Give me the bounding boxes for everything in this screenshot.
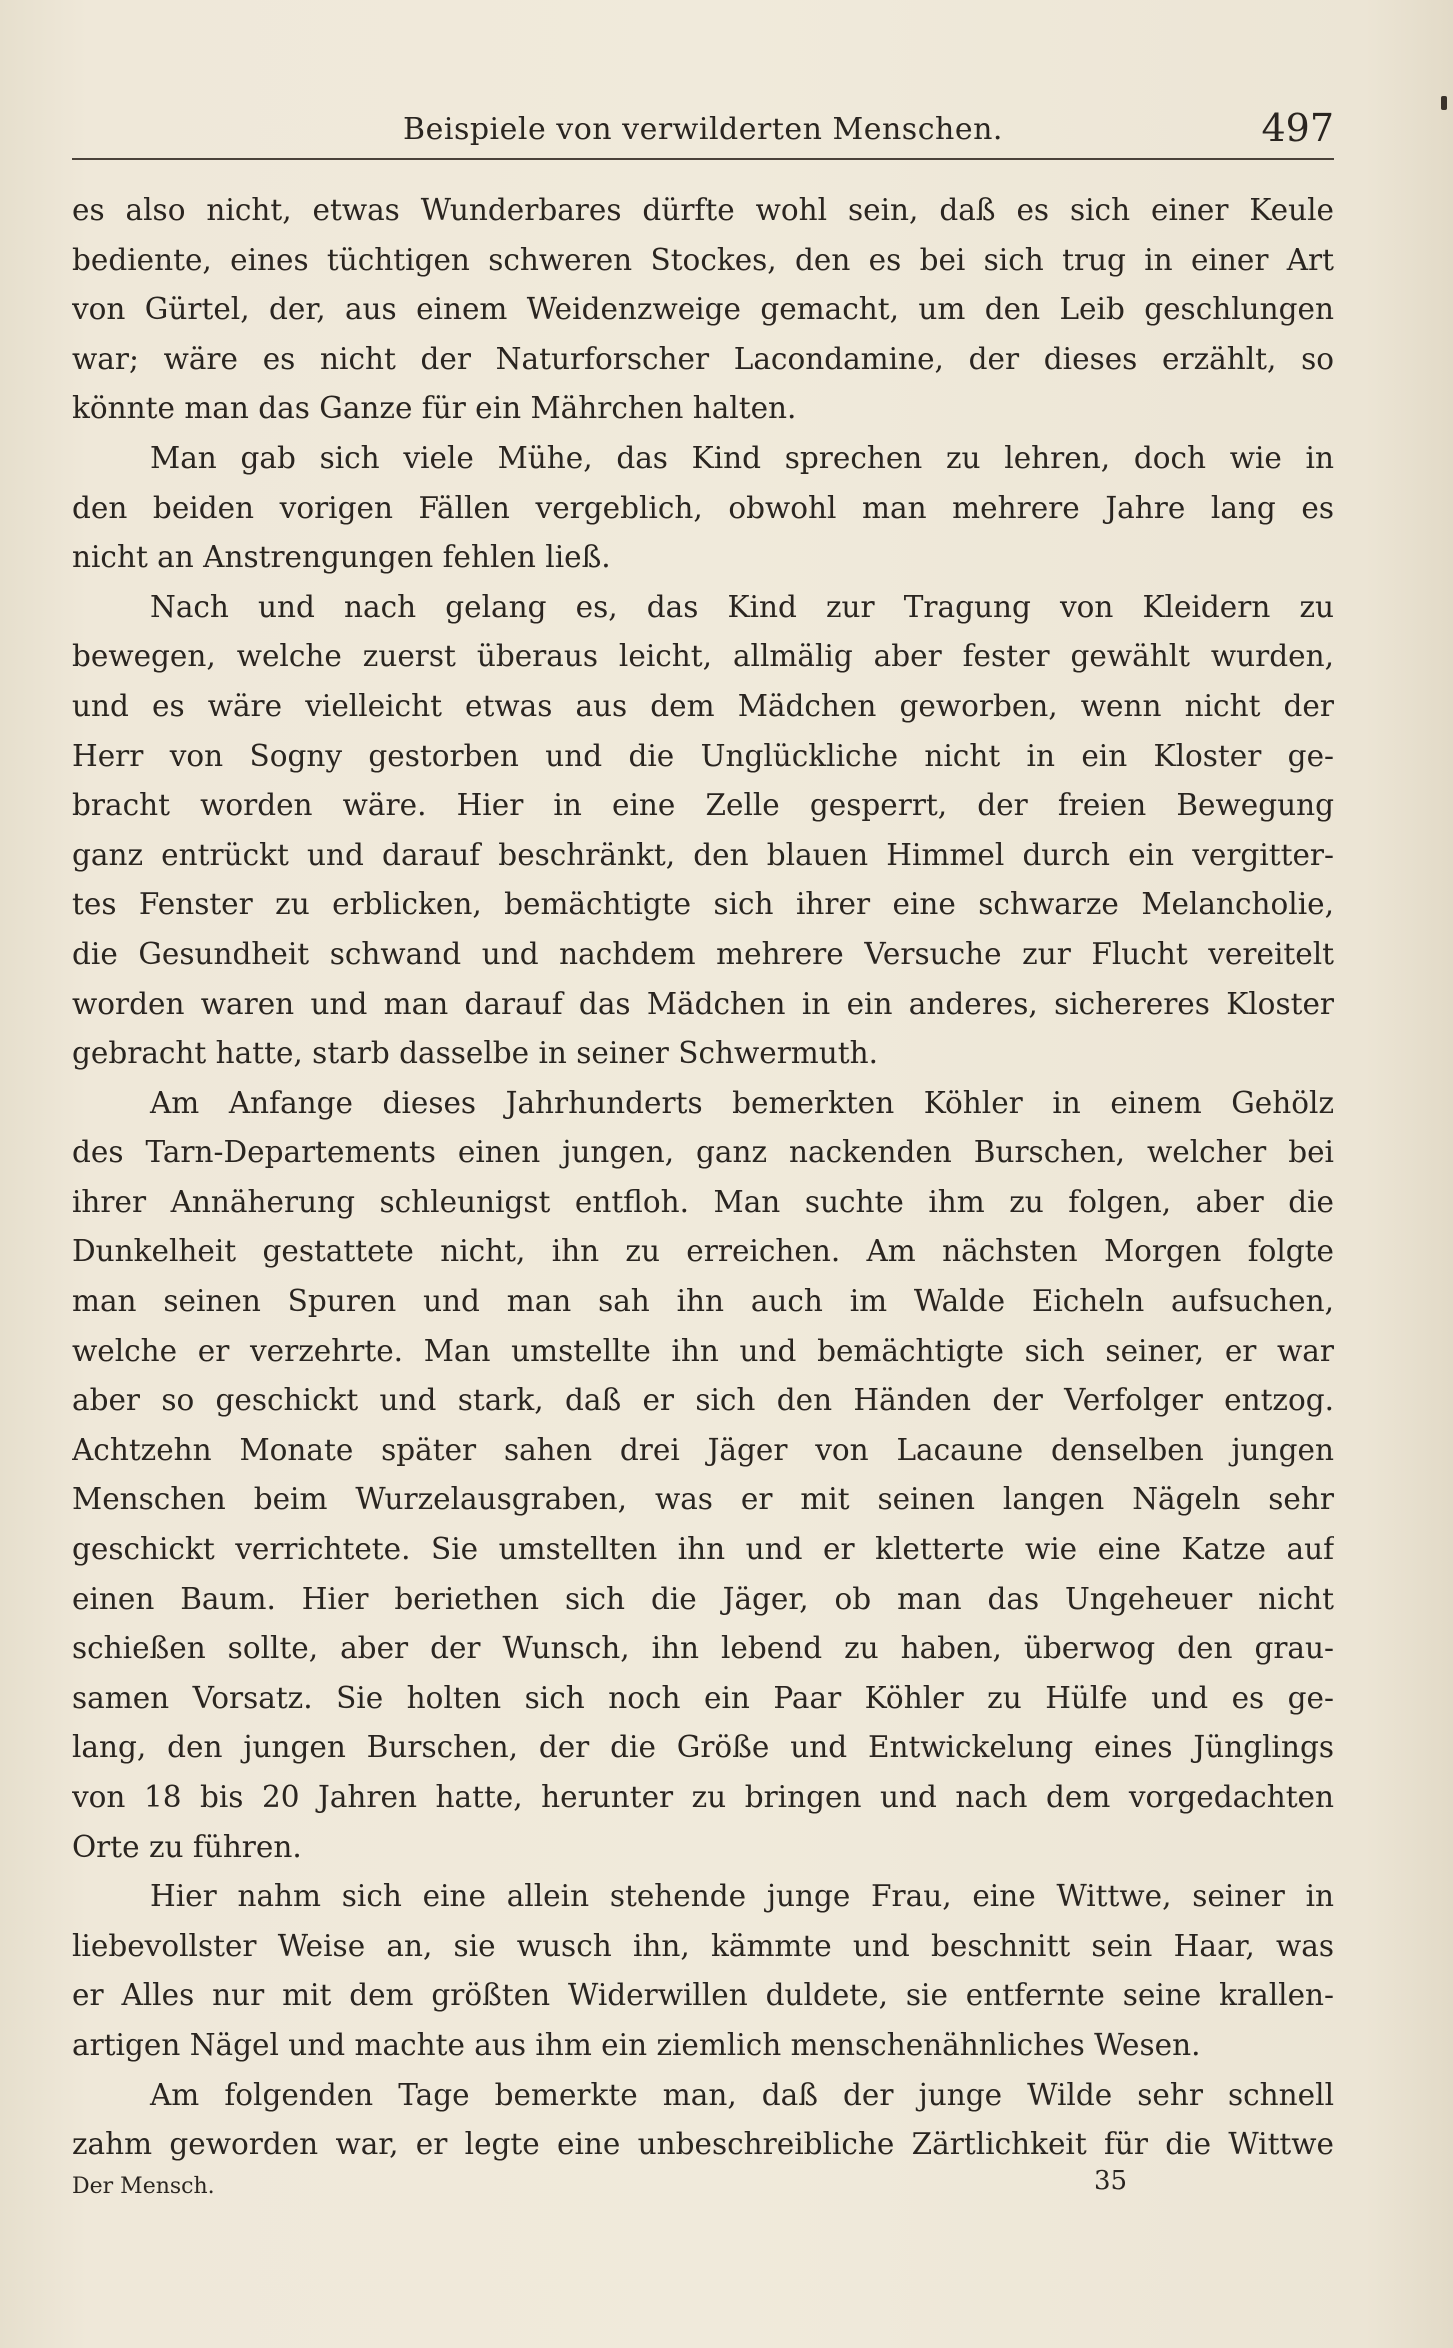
page-edge-mark [1441,96,1447,110]
text-line: aber so geschickt und stark, daß er sich den Händen der Verfolger entzog. [72,1383,1334,1418]
page-footer [72,2166,1334,2206]
header-rule [72,158,1334,160]
text-line: ihrer Annäherung schleunigst entfloh. Man suchte ihm zu folgen, aber die [72,1184,1334,1219]
text-line: Am folgenden Tage bemerkte man, daß der junge Wilde sehr schnell [150,2077,1334,2112]
text-line: einen Baum. Hier beriethen sich die Jäger, ob man das Ungeheuer nicht [72,1581,1334,1616]
sheet-number: 35 [1094,2166,1128,2196]
text-line: artigen Nägel und machte aus ihm ein ziemlich menschenähnliches Wesen. [72,2027,1201,2062]
text-line: samen Vorsatz. Sie holten sich noch ein Paar Köhler zu Hülfe und es ge- [72,1680,1334,1715]
text-line: nicht an Anstrengungen fehlen ließ. [72,540,611,575]
text-line: Hier nahm sich eine allein stehende junge Frau, eine Wittwe, seiner in [150,1879,1334,1914]
text-line: den beiden vorigen Fällen vergeblich, obwohl man mehrere Jahre lang es [72,490,1334,525]
text-line: des Tarn-Departements einen jungen, ganz nackenden Burschen, welcher bei [72,1135,1334,1170]
text-line: könnte man das Ganze für ein Mährchen halten. [72,391,797,426]
text-line: worden waren und man darauf das Mädchen in ein anderes, sichereres Kloster [72,986,1334,1021]
text-line: er Alles nur mit dem größten Widerwillen duldete, sie entfernte seine krallen- [72,1978,1334,2013]
text-line: liebevollster Weise an, sie wusch ihn, kämmte und beschnitt sein Haar, was [72,1928,1334,1963]
text-line: tes Fenster zu erblicken, bemächtigte sich ihrer eine schwarze Melancholie, [72,887,1334,922]
running-head [72,106,1334,158]
running-title: Beispiele von verwilderten Menschen. [403,112,1003,147]
text-line: Menschen beim Wurzelausgraben, was er mit seinen langen Nägeln sehr [72,1482,1334,1517]
text-line: und es wäre vielleicht etwas aus dem Mädchen geworben, wenn nicht der [72,688,1334,723]
text-line: Am Anfange dieses Jahrhunderts bemerkten Köhler in einem Gehölz [150,1085,1334,1120]
page-number: 497 [1261,106,1334,150]
text-line: die Gesundheit schwand und nachdem mehrere Versuche zur Flucht vereitelt [72,936,1334,971]
text-line: Achtzehn Monate später sahen drei Jäger von Lacaune denselben jungen [72,1432,1334,1467]
text-line: Herr von Sogny gestorben und die Unglückliche nicht in ein Kloster ge- [72,738,1334,773]
text-line: lang, den jungen Burschen, der die Größe und Entwickelung eines Jünglings [72,1730,1334,1765]
text-line: welche er verzehrte. Man umstellte ihn und bemächtigte sich seiner, er war [72,1333,1334,1368]
text-line: man seinen Spuren und man sah ihn auch im Walde Eicheln aufsuchen, [72,1284,1334,1319]
text-line: ganz entrückt und darauf beschränkt, den blauen Himmel durch ein vergitter- [72,837,1334,872]
text-line: von 18 bis 20 Jahren hatte, herunter zu bringen und nach dem vorgedachten [72,1780,1334,1814]
text-line: geschickt verrichtete. Sie umstellten ihn und er kletterte wie eine Katze auf [72,1532,1334,1567]
text-line: bewegen, welche zuerst überaus leicht, allmälig aber fester gewählt wurden, [72,639,1334,674]
text-line: es also nicht, etwas Wunderbares dürfte wohl sein, daß es sich einer Keule [72,193,1334,227]
text-line: von Gürtel, der, aus einem Weidenzweige gemacht, um den Leib geschlungen [72,292,1334,327]
signature-mark: Der Mensch. [72,2174,215,2199]
text-line: war; wäre es nicht der Naturforscher Lacondamine, der dieses erzählt, so [72,341,1334,376]
text-line: schießen sollte, aber der Wunsch, ihn lebend zu haben, überwog den grau- [72,1631,1334,1666]
text-line: Nach und nach gelang es, das Kind zur Tragung von Kleidern zu [150,589,1334,624]
text-line: bediente, eines tüchtigen schweren Stockes, den es bei sich trug in einer Art [72,242,1334,277]
text-line: Man gab sich viele Mühe, das Kind sprechen zu lehren, doch wie in [150,440,1334,475]
text-line: zahm geworden war, er legte eine unbeschreibliche Zärtlichkeit für die Wittwe [72,2127,1334,2162]
text-line: Orte zu führen. [72,1829,302,1864]
text-line: Dunkelheit gestattete nicht, ihn zu erreichen. Am nächsten Morgen folgte [72,1234,1334,1269]
text-line: gebracht hatte, starb dasselbe in seiner Schwermuth. [72,1036,879,1071]
text-line: bracht worden wäre. Hier in eine Zelle gesperrt, der freien Bewegung [72,788,1334,823]
body-text [72,186,1334,2170]
